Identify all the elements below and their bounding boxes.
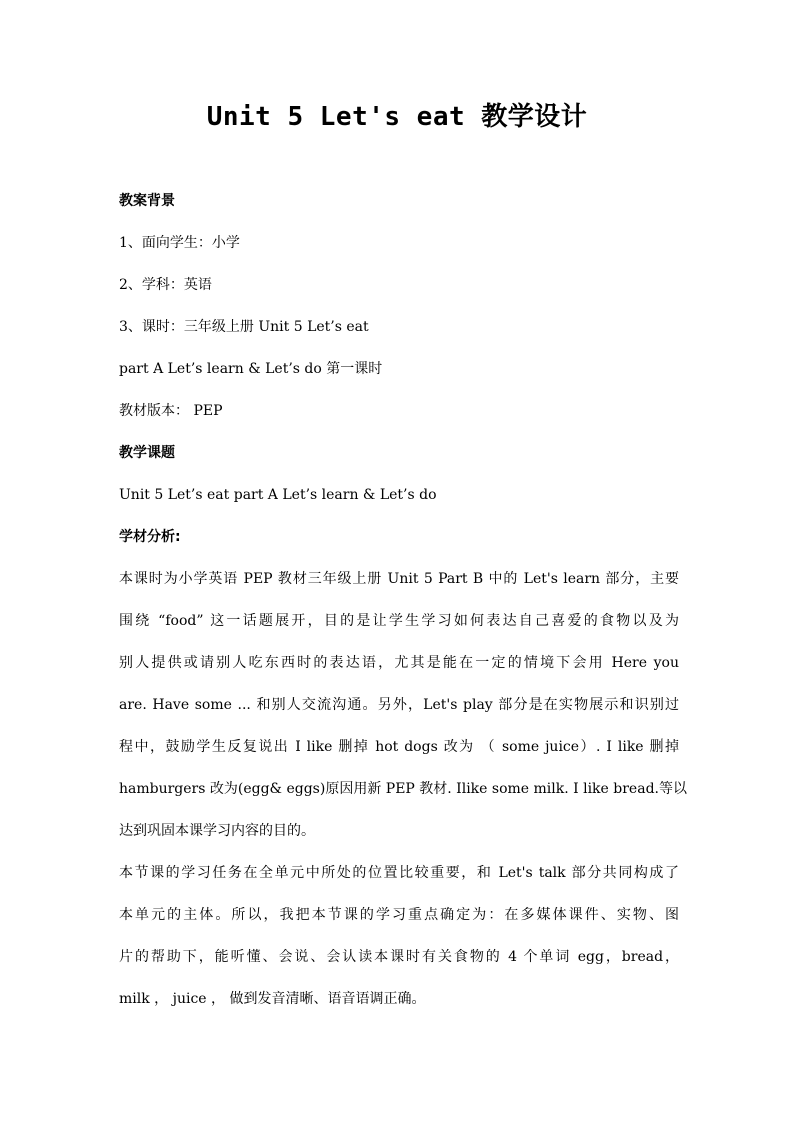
background-item-subject: 2、学科：英语 [119, 277, 212, 293]
analysis-para1-line: 程中，鼓励学生反复说出 I like 删掉 hot dogs 改为 （ some juice）. I like 删掉 [119, 739, 679, 755]
analysis-para1-line: are. Have some ... 和别人交流沟通。另外，Let's play 部分是在实物展示和识别过 [119, 697, 679, 713]
analysis-heading: 学材分析: [119, 529, 181, 545]
analysis-para1-line: 别人提供或请别人吃东西时的表达语，尤其是能在一定的情境下会用 Here you [119, 655, 679, 671]
analysis-para2-line: 本节课的学习任务在全单元中所处的位置比较重要，和 Let's talk 部分共同构成了 [119, 865, 679, 881]
analysis-para1-line: hamburgers 改为(egg& eggs)原因用新 PEP 教材. Ilike some milk. I like bread.等以 [119, 781, 687, 797]
topic-text: Unit 5 Let’s eat part A Let’s learn & Let’s do [119, 487, 437, 503]
analysis-para2-line: 本单元的主体。所以，我把本节课的学习重点确定为：在多媒体课件、实物、图 [119, 907, 679, 923]
background-item-lesson: 3、课时：三年级上册 Unit 5 Let’s eat [119, 319, 369, 335]
background-heading: 教案背景 [119, 193, 175, 209]
document-title: Unit 5 Let's eat 教学设计 [206, 102, 588, 132]
analysis-para1-line: 达到巩固本课学习内容的目的。 [119, 823, 315, 839]
analysis-para2-line: 片的帮助下，能听懂、会说、会认读本课时有关食物的 4 个单词 egg，bread， [119, 949, 679, 965]
analysis-para1-line: 本课时为小学英语 PEP 教材三年级上册 Unit 5 Part B 中的 Let's learn 部分，主要 [119, 571, 679, 587]
topic-heading: 教学课题 [119, 445, 175, 461]
analysis-para2-line: milk ， juice ， 做到发音清晰、语音语调正确。 [119, 991, 426, 1007]
background-item-audience: 1、面向学生：小学 [119, 235, 240, 251]
background-item-edition: 教材版本： PEP [119, 403, 223, 419]
background-item-part: part A Let’s learn & Let’s do 第一课时 [119, 361, 383, 377]
analysis-para1-line: 围绕 “food” 这一话题展开，目的是让学生学习如何表达自己喜爱的食物以及为 [119, 613, 679, 629]
